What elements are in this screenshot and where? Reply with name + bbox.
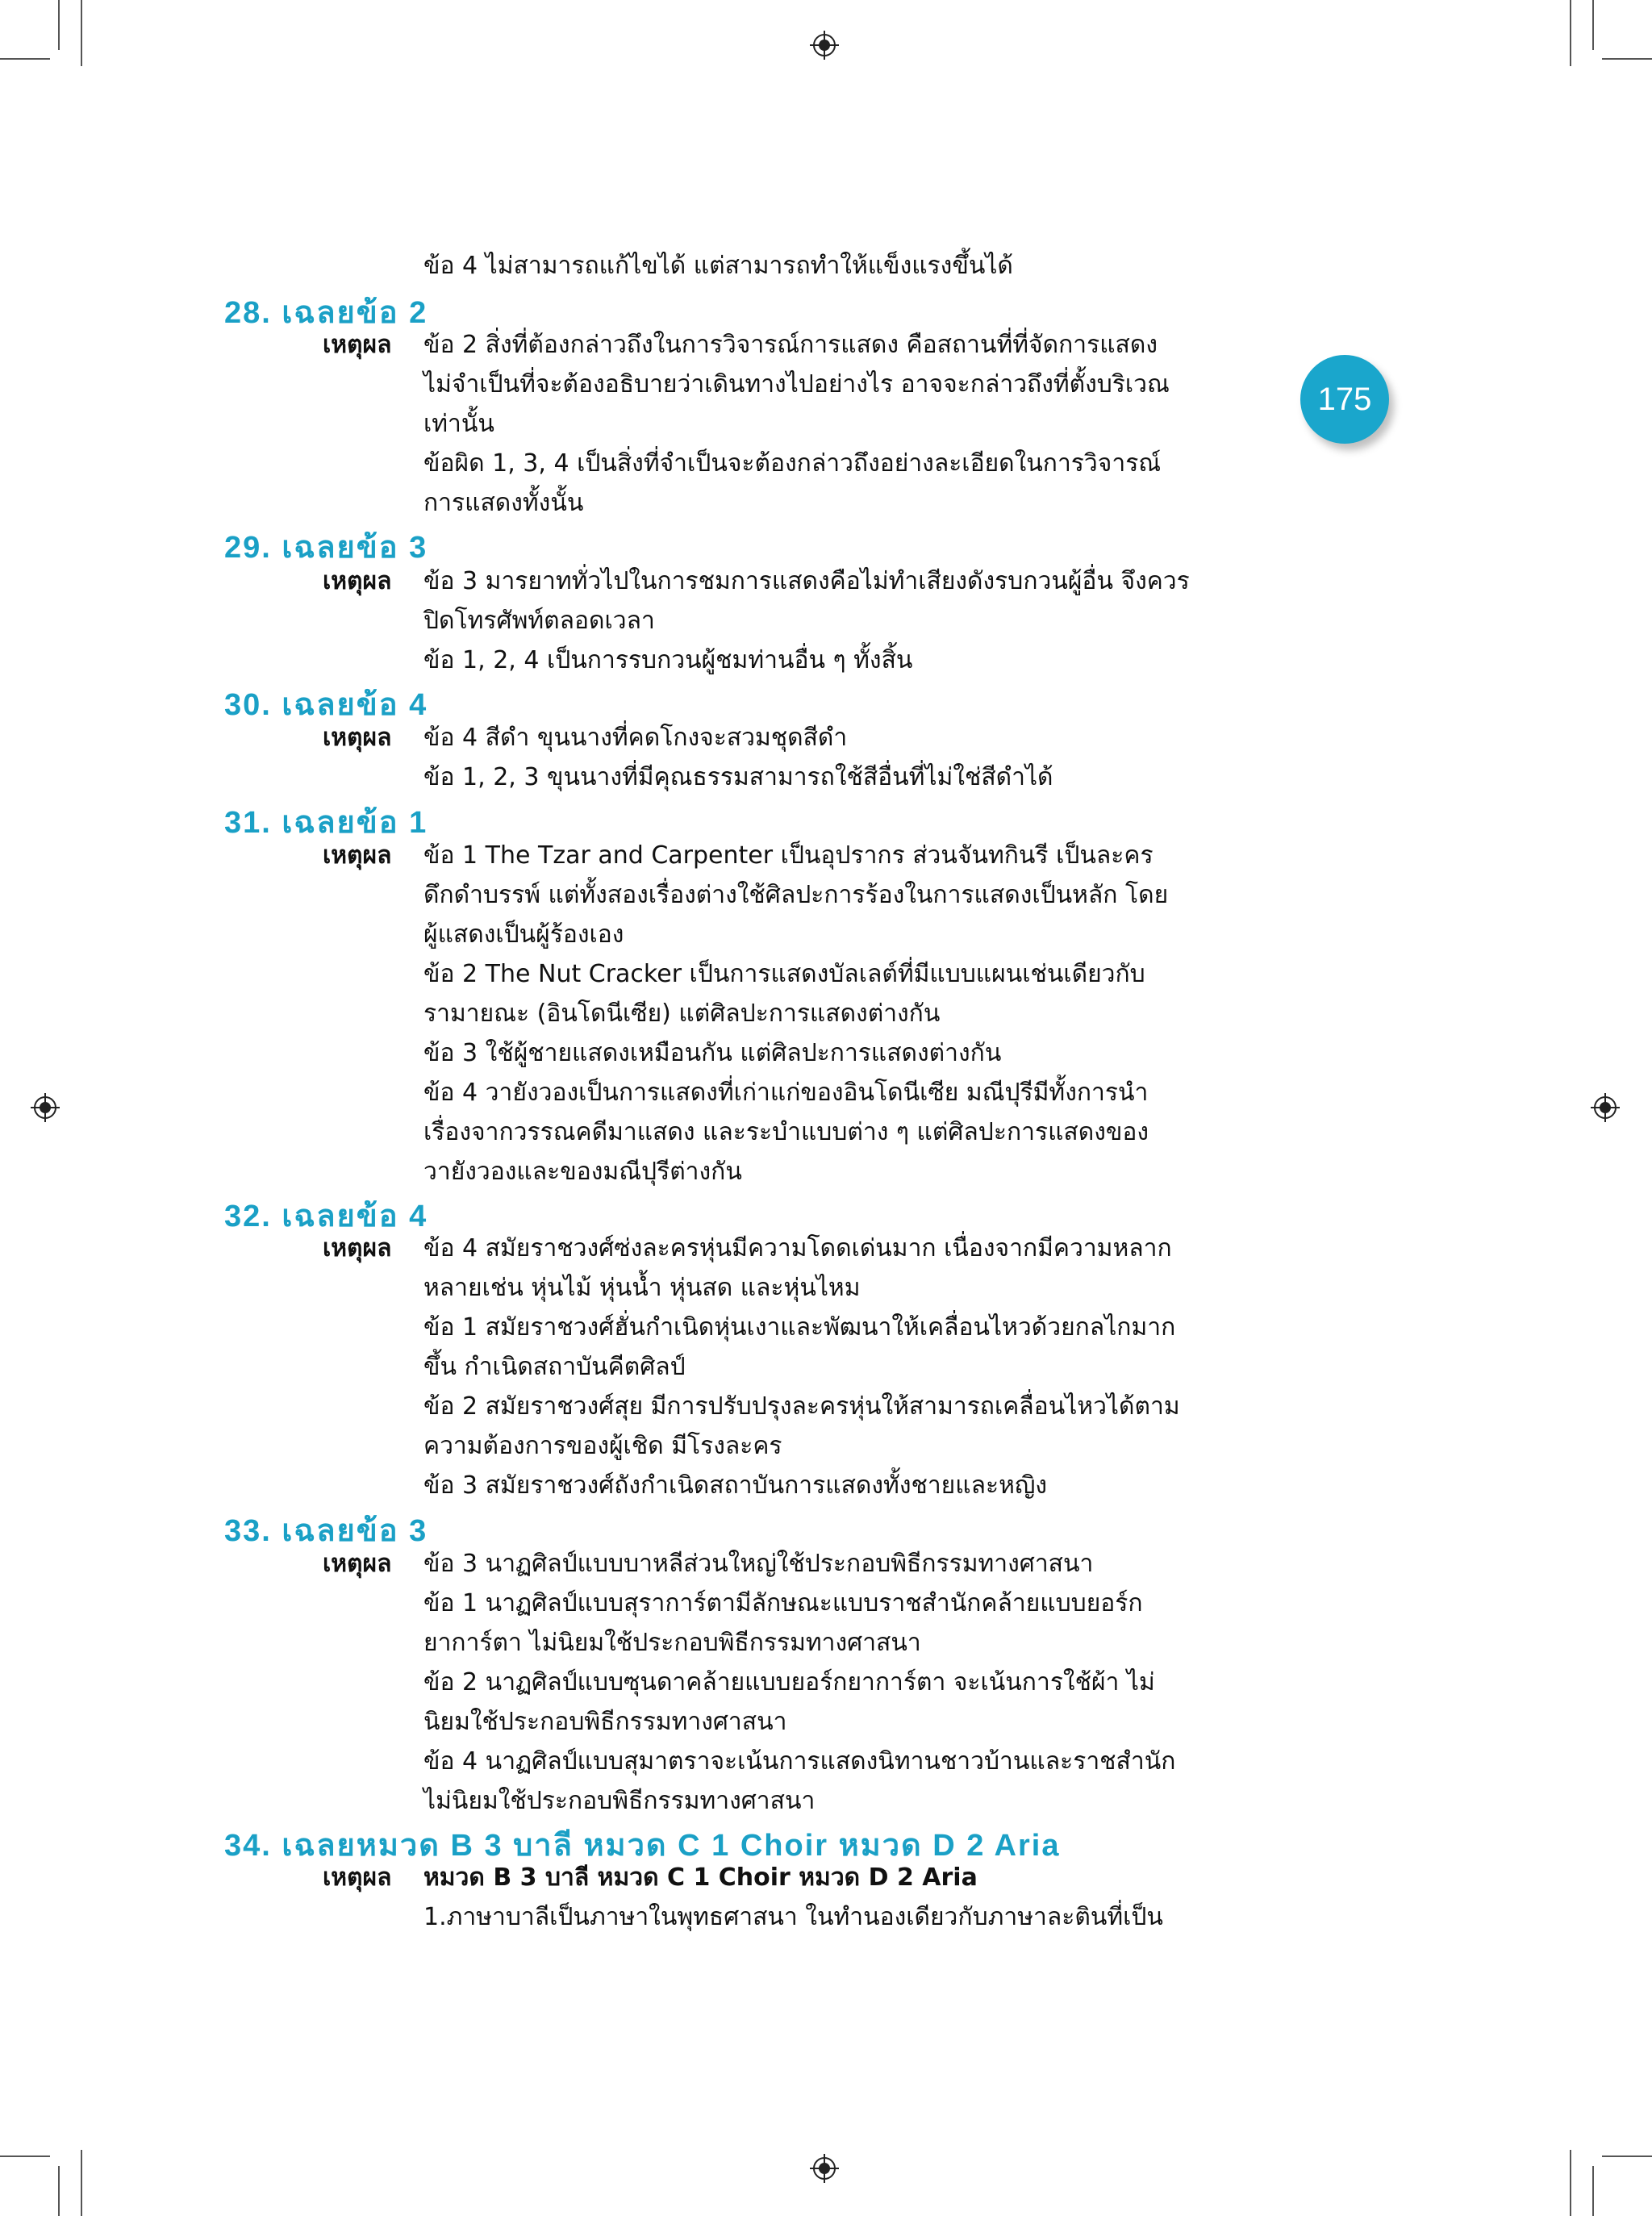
registration-mark-icon	[810, 2154, 839, 2183]
text-line: ข้อ 2 สิ่งที่ต้องกล่าวถึงในการวิจารณ์การแสดง คือสถานที่ที่จัดการแสดง	[423, 331, 1158, 359]
crop-mark	[81, 2150, 82, 2216]
text-line: การแสดงทั้งนั้น	[423, 489, 584, 517]
text-line: ข้อ 4 นาฏศิลป์แบบสุมาตราจะเน้นการแสดงนิทานชาวบ้านและราชสำนัก	[423, 1747, 1176, 1776]
text-line: ข้อ 1 The Tzar and Carpenter เป็นอุปรากร ส่วนจันทกินรี เป็นละคร	[423, 841, 1153, 870]
text-line: เท่านั้น	[423, 410, 494, 438]
text-line: ข้อ 4 ไม่สามารถแก้ไขได้ แต่สามารถทำให้แข็งแรงขึ้นได้	[423, 252, 1013, 280]
reason-label: เหตุผล	[323, 567, 392, 595]
answer-heading: 32. เฉลยข้อ 4	[224, 1200, 428, 1233]
answer-heading: 30. เฉลยข้อ 4	[224, 688, 428, 722]
reason-label: เหตุผล	[323, 1550, 392, 1578]
text-line: ข้อ 4 สมัยราชวงศ์ซ่งละครหุ่นมีความโดดเด่นมาก เนื่องจากมีความหลาก	[423, 1234, 1172, 1262]
text-line: ข้อ 1, 2, 3 ขุนนางที่มีคุณธรรมสามารถใช้สีอื่นที่ไม่ใช่สีดำได้	[423, 763, 1053, 791]
registration-mark-icon	[31, 1093, 60, 1122]
text-line: ข้อ 2 นาฏศิลป์แบบซุนดาคล้ายแบบยอร์กยาการ์ตา จะเน้นการใช้ผ้า ไม่	[423, 1668, 1155, 1696]
text-line: ข้อ 2 The Nut Cracker เป็นการแสดงบัลเลต์ที่มีแบบแผนเช่นเดียวกับ	[423, 960, 1145, 988]
text-line: ผู้แสดงเป็นผู้ร้องเอง	[423, 920, 624, 949]
answer-heading: 31. เฉลยข้อ 1	[224, 806, 428, 840]
answer-heading: 29. เฉลยข้อ 3	[224, 531, 428, 565]
text-line: ข้อ 3 ใช้ผู้ชายแสดงเหมือนกัน แต่ศิลปะการแสดงต่างกัน	[423, 1039, 1002, 1067]
registration-mark-icon	[1591, 1093, 1620, 1122]
text-line: ข้อ 4 สีดำ ขุนนางที่คดโกงจะสวมชุดสีดำ	[423, 724, 848, 752]
text-line: ยาการ์ตา ไม่นิยมใช้ประกอบพิธีกรรมทางศาสนา	[423, 1629, 921, 1657]
text-line: ข้อ 3 สมัยราชวงศ์ถังกำเนิดสถาบันการแสดงทั้งชายและหญิง	[423, 1471, 1048, 1500]
text-line: ดึกดำบรรพ์ แต่ทั้งสองเรื่องต่างใช้ศิลปะการร้องในการแสดงเป็นหลัก โดย	[423, 881, 1169, 909]
text-line: ข้อ 1, 2, 4 เป็นการรบกวนผู้ชมท่านอื่น ๆ ทั้งสิ้น	[423, 646, 913, 674]
crop-mark	[0, 2155, 50, 2157]
text-line: วายังวองและของมณีปุรีต่างกัน	[423, 1158, 742, 1186]
text-line: หลายเช่น หุ่นไม้ หุ่นน้ำ หุ่นสด และหุ่นไหม	[423, 1274, 861, 1302]
text-line: รามายณะ (อินโดนีเซีย) แต่ศิลปะการแสดงต่างกัน	[423, 999, 941, 1028]
reason-label: เหตุผล	[323, 1234, 392, 1262]
text-line: 1.ภาษาบาลีเป็นภาษาในพุทธศาสนา ในทำนองเดียวกับภาษาละตินที่เป็น	[423, 1903, 1163, 1931]
answer-heading: 28. เฉลยข้อ 2	[224, 296, 428, 330]
crop-mark	[1602, 2155, 1652, 2157]
crop-mark	[1592, 0, 1594, 50]
text-line: ข้อ 3 นาฏศิลป์แบบบาหลีส่วนใหญ่ใช้ประกอบพิธีกรรมทางศาสนา	[423, 1550, 1094, 1578]
text-line: เรื่องจากวรรณคดีมาแสดง และระบำแบบต่าง ๆ แต่ศิลปะการแสดงของ	[423, 1118, 1149, 1146]
crop-mark	[1602, 58, 1652, 60]
crop-mark	[0, 58, 50, 60]
text-line: ความต้องการของผู้เชิด มีโรงละคร	[423, 1432, 782, 1460]
text-line: ปิดโทรศัพท์ตลอดเวลา	[423, 607, 655, 635]
crop-mark	[58, 2166, 60, 2216]
reason-label: เหตุผล	[323, 841, 392, 870]
text-line: ข้อ 1 นาฏศิลป์แบบสุราการ์ตามีลักษณะแบบราชสำนักคล้ายแบบยอร์ก	[423, 1589, 1143, 1617]
reason-label: เหตุผล	[323, 724, 392, 752]
page-number-badge: 175	[1300, 355, 1389, 444]
text-line: ข้อ 1 สมัยราชวงศ์ฮั่นกำเนิดหุ่นเงาและพัฒนาให้เคลื่อนไหวด้วยกลไกมาก	[423, 1313, 1176, 1342]
answer-heading: 34. เฉลยหมวด B 3 บาลี หมวด C 1 Choir หมวด D 2 Aria	[224, 1829, 1061, 1863]
crop-mark	[1570, 0, 1571, 66]
text-line: ไม่จำเป็นที่จะต้องอธิบายว่าเดินทางไปอย่างไร อาจจะกล่าวถึงที่ตั้งบริเวณ	[423, 370, 1170, 399]
reason-label: เหตุผล	[323, 331, 392, 359]
text-line: ข้อ 2 สมัยราชวงศ์สุย มีการปรับปรุงละครหุ่นให้สามารถเคลื่อนไหวได้ตาม	[423, 1392, 1180, 1421]
text-line: หมวด B 3 บาลี หมวด C 1 Choir หมวด D 2 Aria	[423, 1863, 978, 1892]
text-line: นิยมใช้ประกอบพิธีกรรมทางศาสนา	[423, 1708, 787, 1736]
text-line: ข้อ 3 มารยาททั่วไปในการชมการแสดงคือไม่ทำเสียงดังรบกวนผู้อื่น จึงควร	[423, 567, 1190, 595]
crop-mark	[1592, 2166, 1594, 2216]
text-line: ข้อผิด 1, 3, 4 เป็นสิ่งที่จำเป็นจะต้องกล่าวถึงอย่างละเอียดในการวิจารณ์	[423, 449, 1162, 478]
crop-mark	[58, 0, 60, 50]
crop-mark	[81, 0, 82, 66]
text-line: ไม่นิยมใช้ประกอบพิธีกรรมทางศาสนา	[423, 1787, 816, 1815]
text-line: ข้อ 4 วายังวองเป็นการแสดงที่เก่าแก่ของอินโดนีเซีย มณีปุรีมีทั้งการนำ	[423, 1079, 1149, 1107]
registration-mark-icon	[810, 31, 839, 60]
reason-label: เหตุผล	[323, 1863, 392, 1892]
answer-heading: 33. เฉลยข้อ 3	[224, 1514, 428, 1548]
crop-mark	[1570, 2150, 1571, 2216]
text-line: ขึ้น กำเนิดสถาบันคีตศิลป์	[423, 1353, 686, 1381]
